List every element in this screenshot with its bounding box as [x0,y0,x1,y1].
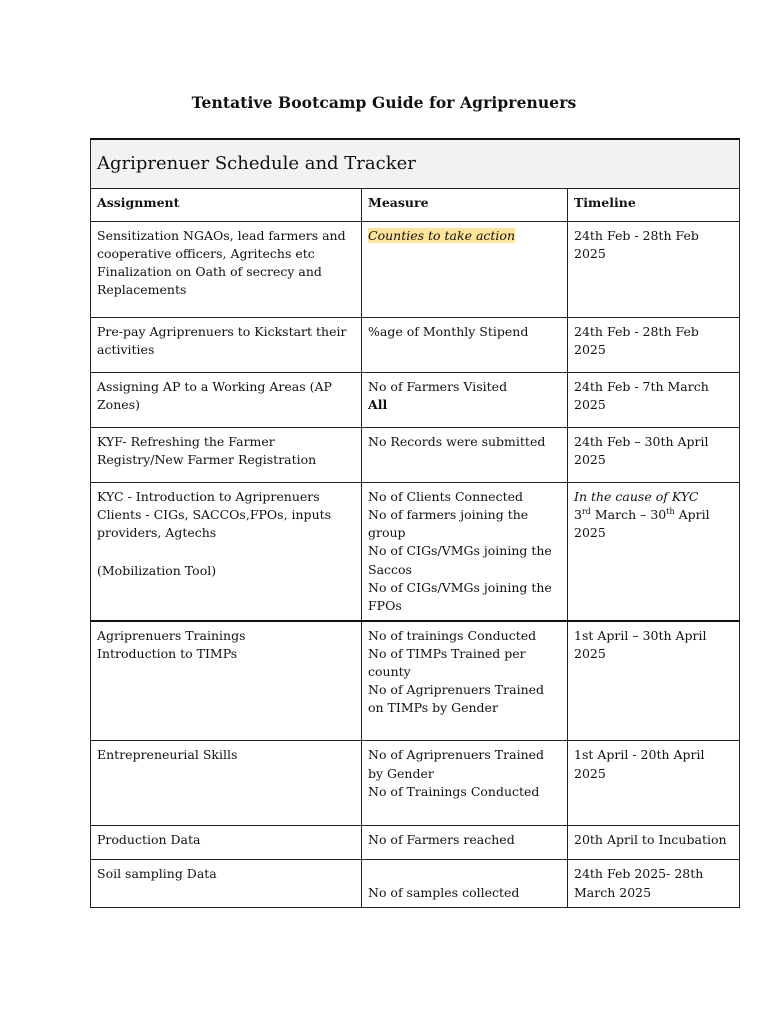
timeline-part: March – 30 [590,507,667,523]
table-row [91,428,740,483]
table-row [91,741,740,826]
timeline-text: 24th Feb - 7th March 2025 [574,379,709,413]
timeline-text: 20th April to Incubation [574,832,727,848]
timeline-cell [568,318,740,373]
assignment-text: Entrepreneurial Skills [97,747,238,763]
assignment-text: KYF- Refreshing the Farmer [97,434,275,449]
timeline-text [574,506,733,524]
assignment-text: Agriprenuers Trainings [97,627,246,643]
table-row [91,373,740,428]
measure-cell [362,373,568,428]
measure-text: on TIMPs by Gender [368,700,498,716]
assignment-text: Production Data [97,832,201,848]
timeline-text: 24th Feb - 28th Feb 2025 [574,324,699,358]
table-row [91,318,740,373]
assignment-text: Zones) [97,397,140,413]
timeline-cell [568,741,740,826]
measure-text: No of Farmers Visited [368,379,508,394]
highlighted-measure: Counties to take action [368,228,515,243]
assignment-text: Finalization on Oath of secrecy and [97,264,322,280]
measure-cell [362,222,568,318]
timeline-text: 24th Feb 2025- 28th [574,866,704,882]
measure-text: No of TIMPs Trained per [368,646,526,661]
timeline-cell [568,826,740,860]
timeline-text: 24th Feb - 28th Feb 2025 [574,228,699,262]
measure-text: No Records were submitted [368,434,546,449]
timeline-text: 1st April – 30th April [574,627,707,643]
timeline-text: 2025 [574,452,606,468]
timeline-cell [568,860,740,908]
assignment-cell [91,826,362,860]
assignment-text: Clients - CIGs, SACCOs,FPOs, inputs [97,507,332,523]
timeline-cell [568,428,740,483]
measure-text: No of CIGs/VMGs joining the [368,579,552,595]
measure-text: No of samples collected [368,885,520,901]
timeline-note: In the cause of KYC [574,489,699,504]
measure-text: group [368,525,406,541]
header-measure: Measure [362,189,568,222]
measure-text: county [368,664,411,680]
timeline-cell [568,373,740,428]
assignment-text: cooperative officers, Agritechs etc [97,246,315,262]
assignment-text: Sensitization NGAOs, lead farmers and [97,228,346,243]
timeline-text: 1st April - 20th April 2025 [574,747,705,781]
ordinal-suffix: rd [581,506,591,516]
assignment-text: Assigning AP to a Working Areas (AP [97,379,332,394]
measure-text: by Gender [368,765,434,781]
measure-text: No of trainings Conducted [368,627,537,643]
table-caption-row [91,139,740,189]
timeline-cell [568,621,740,741]
assignment-cell [91,621,362,741]
assignment-cell [91,428,362,483]
assignment-cell [91,222,362,318]
timeline-text: 2025 [574,525,606,541]
table-row [91,621,740,741]
assignment-cell [91,483,362,621]
timeline-text: March 2025 [574,884,652,900]
measure-cell [362,621,568,741]
timeline-text: 2025 [574,646,606,661]
measure-text: No of farmers joining the [368,507,529,523]
measure-text: All [368,397,388,413]
assignment-text: Soil sampling Data [97,866,217,882]
assignment-cell [91,860,362,908]
assignment-text: Pre-pay Agriprenuers to Kickstart their [97,324,347,339]
schedule-tracker-table [90,138,740,908]
spacer [97,542,355,562]
timeline-text: 24th Feb – 30th April [574,434,709,449]
header-row [91,189,740,222]
assignment-text: KYC - Introduction to Agriprenuers [97,489,320,504]
measure-text: FPOs [368,597,402,613]
assignment-text: Replacements [97,282,187,298]
document-title: Tentative Bootcamp Guide for Agriprenuers [191,93,577,112]
measure-cell [362,483,568,621]
assignment-text: Introduction to TIMPs [97,646,238,661]
measure-text: No of Agriprenuers Trained [368,747,545,763]
measure-text: No of Clients Connected [368,489,523,504]
assignment-cell [91,741,362,826]
measure-text: No of Farmers reached [368,832,515,848]
measure-text: No of CIGs/VMGs joining the [368,543,552,559]
header-timeline: Timeline [568,189,740,222]
table-row [91,860,740,908]
timeline-cell [568,222,740,318]
measure-text: No of Agriprenuers Trained [368,682,545,698]
table-title: Agriprenuer Schedule and Tracker [91,139,740,189]
measure-cell [362,826,568,860]
assignment-text: Registry/New Farmer Registration [97,452,317,468]
table-row [91,483,740,621]
assignment-text: activities [97,342,155,358]
measure-cell [362,741,568,826]
measure-cell [362,860,568,908]
timeline-part: April [674,507,710,523]
assignment-cell [91,373,362,428]
measure-text: Saccos [368,561,412,577]
ordinal-suffix: th [666,506,675,516]
assignment-cell [91,318,362,373]
header-assignment: Assignment [91,189,362,222]
measure-text: No of Trainings Conducted [368,783,540,799]
timeline-cell [568,483,740,621]
assignment-text: providers, Agtechs [97,525,217,541]
timeline-part: 3 [574,507,582,523]
measure-cell [362,318,568,373]
table-row [91,222,740,318]
measure-text: %age of Monthly Stipend [368,324,529,339]
measure-cell [362,428,568,483]
assignment-text: (Mobilization Tool) [97,563,217,579]
table-row [91,826,740,860]
